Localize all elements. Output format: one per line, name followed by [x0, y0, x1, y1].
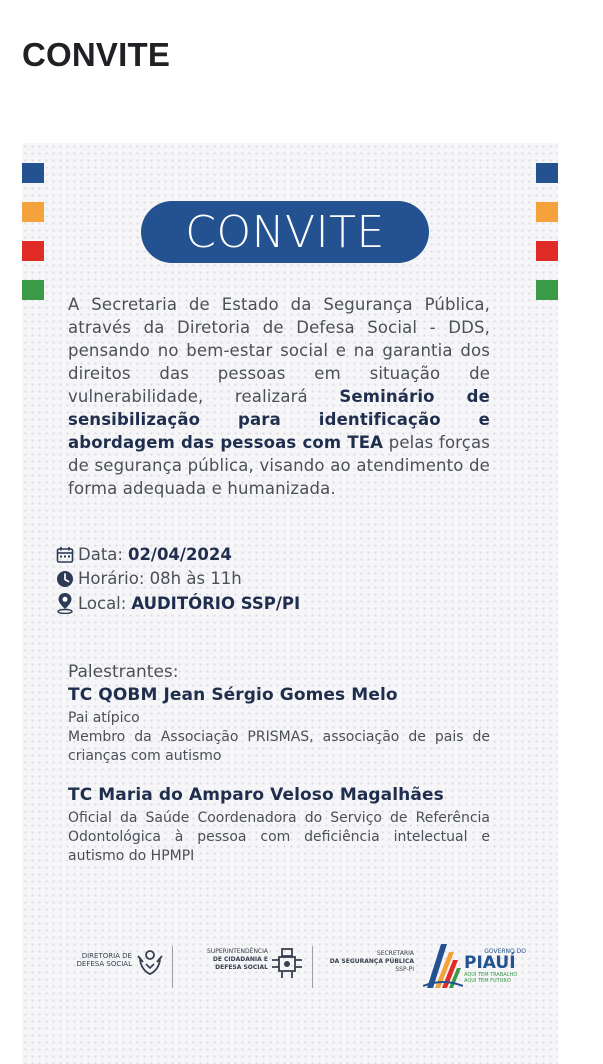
logo-divider-1 [172, 946, 173, 988]
event-time-row [56, 569, 242, 588]
logo-sup-line-1: SUPERINTENDÊNCIA [207, 948, 268, 955]
color-square-green-left [22, 280, 44, 300]
logo-sup-line-3: DEFESA SOCIAL [215, 964, 268, 971]
dds-emblem-icon [136, 946, 164, 978]
location-pin-icon [56, 592, 74, 614]
logo-ssp-text [314, 950, 414, 974]
clock-icon [56, 570, 74, 588]
intro-text-after: pelas forças de segurança pública, visando ao atendimento de forma adequada e humanizada. [68, 433, 490, 498]
intro-highlight: Seminário de sensibilização para identificação e abordagem das pessoas com TEA [68, 387, 490, 452]
event-time-label: Horário: 08h às 11h [78, 569, 242, 588]
speaker-2-role-1: Oficial da Saúde Coordenadora do Serviço de Referência Odontológica à pessoa com deficiência intelectual e autismo do HPMPI [68, 810, 490, 864]
event-location-row [56, 592, 300, 614]
color-square-red-right [536, 241, 558, 261]
page-title: CONVITE [22, 36, 171, 73]
event-date-label: Data: [78, 545, 123, 564]
event-date-value: 02/04/2024 [127, 545, 232, 564]
logo-dds-text [56, 952, 132, 968]
logo-gov-text [464, 948, 526, 984]
speakers-label: Palestrantes: [68, 662, 179, 682]
color-square-red-left [22, 241, 44, 261]
event-date-row [56, 545, 232, 564]
invite-card-image[interactable] [22, 143, 558, 1064]
intro-paragraph [68, 293, 490, 500]
logo-ssp-line-3: SSP-PI [395, 966, 414, 973]
logo-gov-line-4: AQUI TEM FUTURO [464, 978, 511, 984]
piaui-flag-logo-icon [423, 938, 463, 994]
color-square-orange-right [536, 202, 558, 222]
color-square-orange-left [22, 202, 44, 222]
color-square-green-right [536, 280, 558, 300]
logo-gov-line-1: GOVERNO DO [484, 948, 526, 955]
event-location-label: Local: [78, 593, 127, 613]
logo-dds-line-1: DIRETORIA DE [81, 952, 132, 960]
logo-gov-line-2: PIAUÍ [464, 953, 516, 973]
speaker-1-role-1: Pai atípico [68, 710, 140, 726]
invite-banner: CONVITE [141, 201, 429, 263]
logo-sup-line-2: DE CIDADANIA E [212, 956, 268, 963]
logo-ssp-line-2: DA SEGURANÇA PÚBLICA [329, 958, 414, 965]
color-square-blue-right [536, 163, 558, 183]
logo-sup-text [176, 948, 268, 972]
footer-logos [56, 938, 526, 998]
logo-ssp-line-1: SECRETARIA [376, 950, 414, 957]
logo-dds-line-2: DEFESA SOCIAL [76, 960, 132, 968]
logo-divider-2 [312, 946, 313, 988]
color-square-blue-left [22, 163, 44, 183]
calendar-icon [56, 546, 74, 564]
speaker-1-role-2: Membro da Associação PRISMAS, associação de pais de crianças com autismo [68, 729, 490, 764]
sup-emblem-icon [270, 946, 304, 980]
logo-gov-line-3: AQUI TEM TRABALHO [464, 972, 518, 978]
speaker-2-name: TC Maria do Amparo Veloso Magalhães [68, 785, 444, 805]
intro-text-before: A Secretaria de Estado da Segurança Pública, através da Diretoria de Defesa Social - DDS, pensando no bem-estar social e na garantia dos direitos das pessoas em situação de vulnerabilidade, realizará [68, 295, 490, 406]
event-location-value: AUDITÓRIO SSP/PI [131, 593, 301, 613]
speaker-1-name: TC QOBM Jean Sérgio Gomes Melo [68, 685, 398, 705]
